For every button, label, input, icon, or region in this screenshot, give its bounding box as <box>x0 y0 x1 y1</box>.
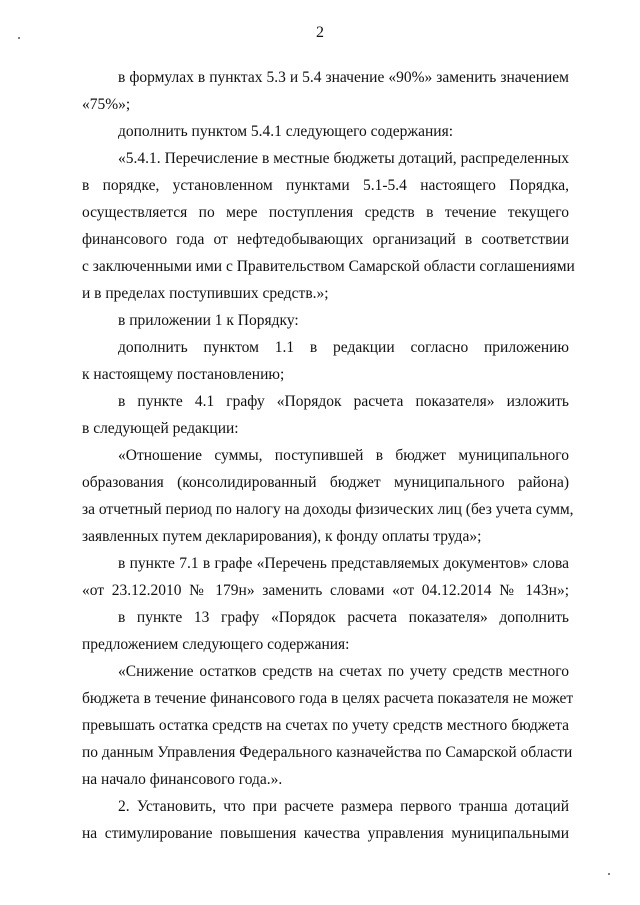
text-line: заявленных путем декларирования), к фонду оплаты труда»; <box>82 528 482 545</box>
text-line: к настоящему постановлению; <box>82 366 285 383</box>
text-line: превышать остатка средств на счетах по учету средств местного бюджета <box>82 717 569 734</box>
text-line: «от 23.12.2010 № 179н» заменить словами «от 04.12.2014 № 143н»; <box>82 582 569 599</box>
text-line: в пункте 13 графу «Порядок расчета показателя» дополнить <box>118 609 569 626</box>
text-line: предложением следующего содержания: <box>82 636 350 653</box>
text-line: за отчетный период по налогу на доходы физических лиц (без учета сумм, <box>82 501 574 518</box>
text-line: «Снижение остатков средств на счетах по учету средств местного <box>118 663 569 680</box>
text-line: по данным Управления Федерального казначейства по Самарской области <box>82 744 573 761</box>
text-line: «75%»; <box>82 96 131 113</box>
text-line: на начало финансового года.». <box>82 771 283 788</box>
scan-speck <box>608 873 610 875</box>
text-line: в пункте 7.1 в графе «Перечень представляемых документов» слова <box>118 555 569 572</box>
text-line: в пункте 4.1 графу «Порядок расчета показателя» изложить <box>118 393 569 410</box>
text-line: осуществляется по мере поступления средств в течение текущего <box>82 204 569 221</box>
text-line: финансового года от нефтедобывающих организаций в соответствии <box>82 231 569 248</box>
text-line: на стимулирование повышения качества управления муниципальными <box>82 825 569 842</box>
text-line: дополнить пунктом 5.4.1 следующего содержания: <box>118 123 453 140</box>
text-line: и в пределах поступивших средств.»; <box>82 285 329 302</box>
text-line: в формулах в пунктах 5.3 и 5.4 значение «90%» заменить значением <box>118 69 569 86</box>
text-line: в следующей редакции: <box>82 420 239 437</box>
text-line: бюджета в течение финансового года в целях расчета показателя не может <box>82 690 574 707</box>
page-number: 2 <box>316 24 324 41</box>
text-line: «5.4.1. Перечисление в местные бюджеты дотаций, распределенных <box>118 150 569 167</box>
text-line: «Отношение суммы, поступившей в бюджет муниципального <box>118 447 569 464</box>
text-line: в приложении 1 к Порядку: <box>118 312 299 329</box>
text-line: с заключенными ими с Правительством Самарской области соглашениями <box>82 258 575 275</box>
text-line: дополнить пунктом 1.1 в редакции согласно приложению <box>118 339 569 356</box>
text-line: 2. Установить, что при расчете размера первого транша дотаций <box>118 798 569 815</box>
scan-speck <box>18 37 20 39</box>
text-line: образования (консолидированный бюджет муниципального района) <box>82 474 569 491</box>
text-line: в порядке, установленном пунктами 5.1-5.4 настоящего Порядка, <box>82 177 569 194</box>
